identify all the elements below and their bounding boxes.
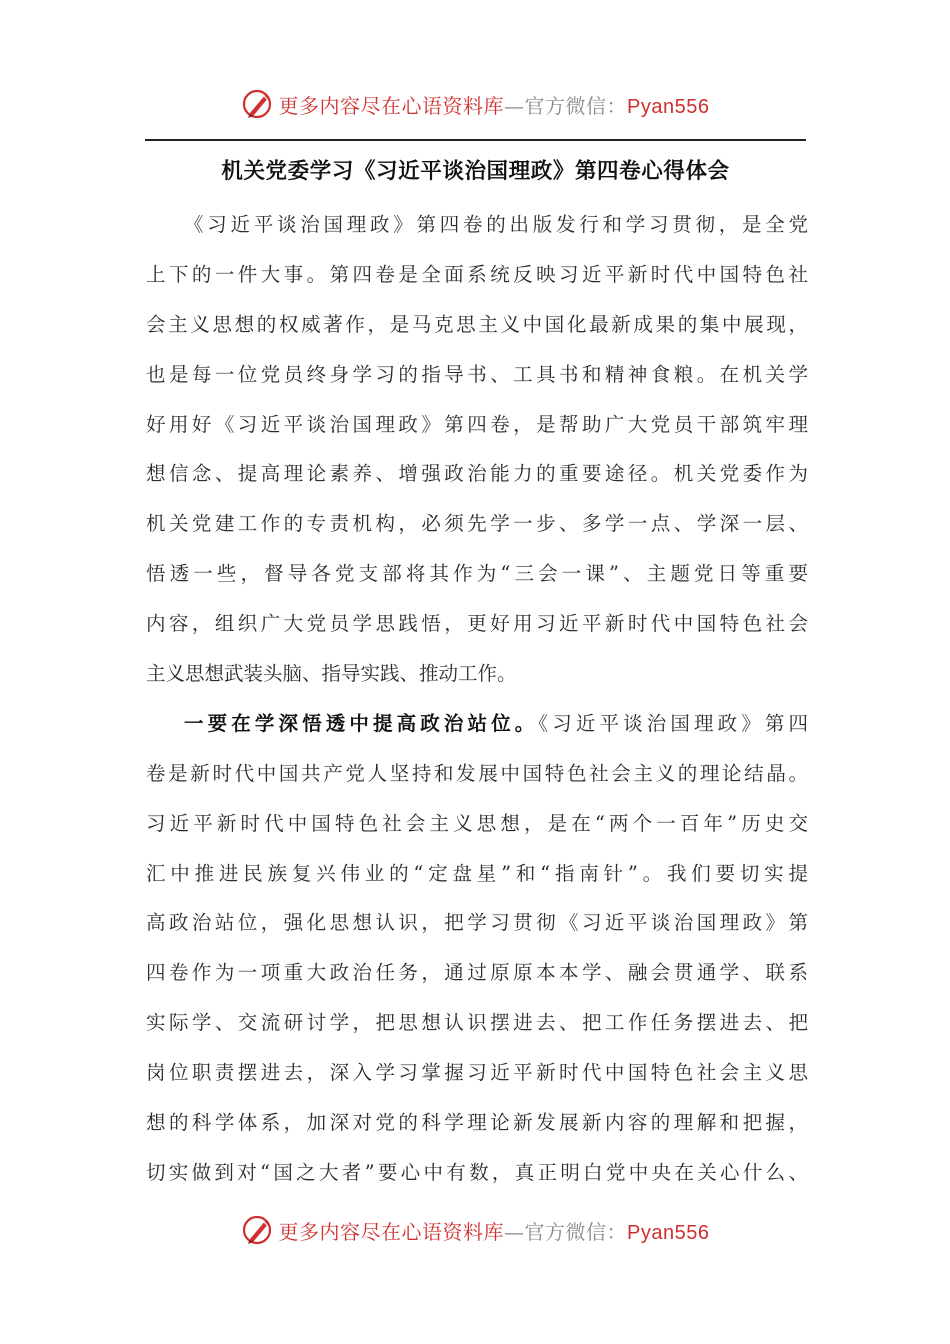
paragraph-line: 实际学、交流研讨学，把思想认识摆进去、把工作任务摆进去、把	[146, 1011, 808, 1035]
paragraph-line: 岗位职责摆进去，深入学习掌握习近平新时代中国特色社会主义思	[146, 1061, 808, 1085]
paragraph-line-rest: 《习近平谈治国理政》第四	[538, 711, 808, 735]
footer-banner	[0, 1210, 950, 1250]
paragraph-line: 习近平新时代中国特色社会主义思想，是在“两个一百年”历史交	[146, 811, 808, 835]
paragraph-line: 悟透一些，督导各党支部将其作为“三会一课”、主题党日等重要	[146, 562, 808, 586]
footer-promo-text: 更多内容尽在心语资料库	[278, 1219, 505, 1244]
pen-logo-icon	[241, 1213, 275, 1247]
paragraph-line: 也是每一位党员终身学习的指导书、工具书和精神食粮。在机关学	[146, 362, 808, 386]
paragraph-line	[146, 699, 808, 749]
paragraph-line: 机关党建工作的专责机构，必须先学一步、多学一点、学深一层、	[146, 512, 808, 536]
paragraph-line: 切实做到对“国之大者”要心中有数，真正明白党中央在关心什么、	[146, 1160, 808, 1184]
pen-logo-icon	[241, 87, 275, 121]
paragraph-line: 想信念、提高理论素养、增强政治能力的重要途径。机关党委作为	[146, 462, 808, 486]
footer-dash: —	[504, 1219, 525, 1244]
paragraph-line: 《习近平谈治国理政》第四卷的出版发行和学习贯彻，是全党	[184, 213, 808, 236]
paragraph-line: 汇中推进民族复兴伟业的“定盘星”和“指南针”。我们要切实提	[146, 861, 808, 885]
paragraph-line: 内容，组织广大党员学思践悟，更好用习近平新时代中国特色社会	[146, 612, 808, 636]
paragraph-line: 会主义思想的权威著作，是马克思主义中国化最新成果的集中展现，	[146, 312, 808, 336]
paragraph-line: 四卷作为一项重大政治任务，通过原原本本学、融会贯通学、联系	[146, 961, 808, 985]
paragraph-heading: 一要在学深悟透中提高政治站位。	[184, 711, 539, 735]
paragraph-line: 想的科学体系，加深对党的科学理论新发展新内容的理解和把握，	[146, 1111, 808, 1135]
paragraph-line: 上下的一件大事。第四卷是全面系统反映习近平新时代中国特色社	[146, 262, 808, 286]
paragraph-2	[146, 699, 808, 1198]
paragraph-line: 卷是新时代中国共产党人坚持和发展中国特色社会主义的理论结晶。	[146, 761, 808, 785]
header-banner	[0, 84, 950, 124]
header-dash: —	[504, 93, 525, 118]
header-wechat-label: 官方微信：	[524, 93, 628, 118]
header-divider	[145, 139, 806, 141]
header-promo-text: 更多内容尽在心语资料库	[278, 93, 505, 118]
paragraph-line: 高政治站位，强化思想认识，把学习贯彻《习近平谈治国理政》第	[146, 911, 808, 935]
footer-wechat-id: Pyan556	[627, 1221, 710, 1244]
document-body	[146, 200, 808, 1198]
footer-wechat-label: 官方微信：	[524, 1219, 628, 1244]
header-wechat-id: Pyan556	[627, 95, 710, 118]
paragraph-1	[146, 200, 808, 699]
paragraph-line: 主义思想武装头脑、指导实践、推动工作。	[146, 662, 517, 686]
document-title: 机关党委学习《习近平谈治国理政》第四卷心得体会	[221, 159, 730, 184]
paragraph-line: 好用好《习近平谈治国理政》第四卷，是帮助广大党员干部筑牢理	[146, 412, 808, 436]
